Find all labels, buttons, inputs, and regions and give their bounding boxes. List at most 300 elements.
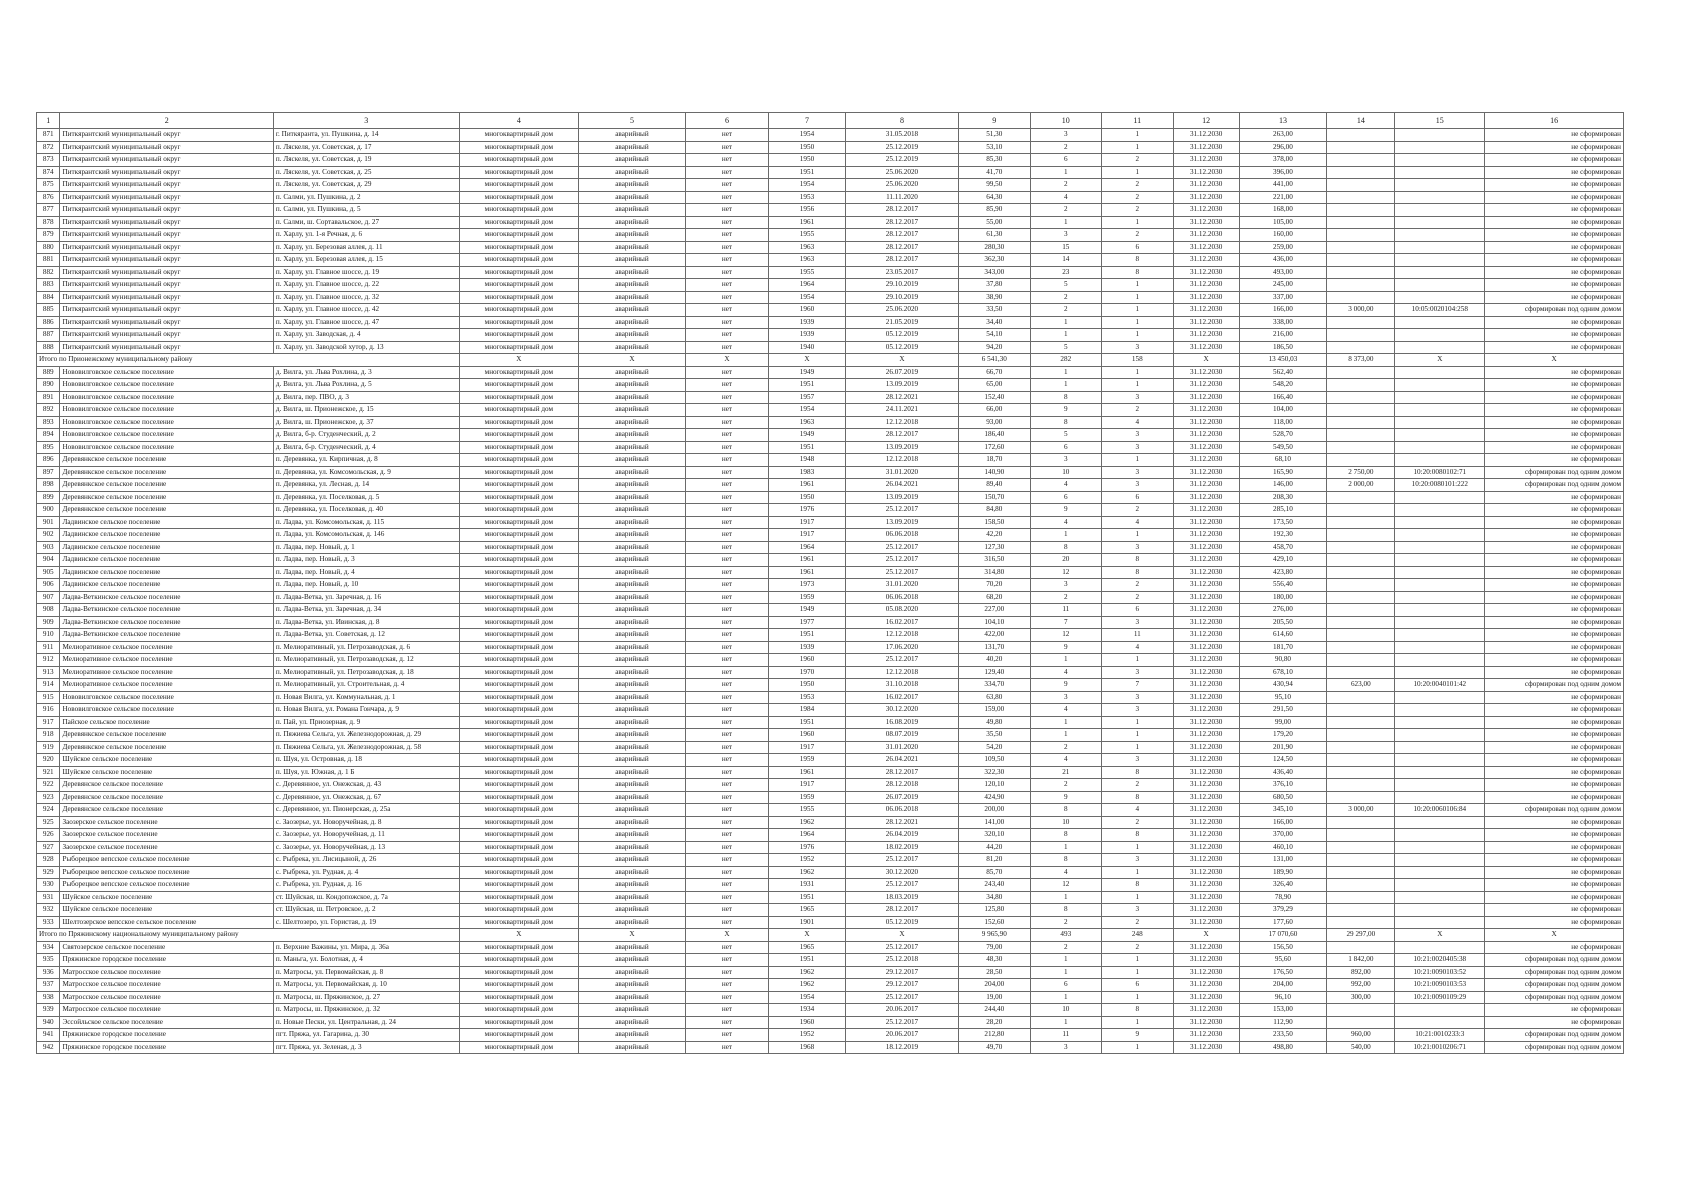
table-cell: 1962 <box>769 966 846 979</box>
table-cell <box>1395 941 1485 954</box>
table-cell <box>1395 879 1485 892</box>
table-cell: 11 <box>1102 629 1174 642</box>
table-cell: аварийный <box>579 779 686 792</box>
table-cell: 930 <box>37 879 60 892</box>
table-row <box>37 791 1624 804</box>
table-cell: Питкярантский муниципальный округ <box>60 304 273 317</box>
table-cell: нет <box>685 679 768 692</box>
table-cell: 873 <box>37 154 60 167</box>
table-cell: 919 <box>37 741 60 754</box>
table-cell: многоквартирный дом <box>459 529 579 542</box>
table-cell <box>1395 391 1485 404</box>
table-cell: 8 <box>1102 766 1174 779</box>
table-cell: 31.12.2030 <box>1173 266 1239 279</box>
column-header: 6 <box>685 113 768 129</box>
table-cell: нет <box>685 466 768 479</box>
table-cell: Шелтозерское вепсское сельское поселение <box>60 916 273 929</box>
table-cell: 8 <box>1102 266 1174 279</box>
table-cell: 31.12.2030 <box>1173 416 1239 429</box>
table-cell: 8 <box>1102 879 1174 892</box>
table-cell: 26.07.2019 <box>845 791 958 804</box>
table-row <box>37 454 1624 467</box>
table-cell: 1 <box>1030 841 1102 854</box>
table-cell: 4 <box>1030 754 1102 767</box>
table-cell: 891 <box>37 391 60 404</box>
table-cell: не сформирован <box>1485 291 1624 304</box>
table-cell: аварийный <box>579 366 686 379</box>
table-cell: 1964 <box>769 829 846 842</box>
table-cell: Ладвинское сельское поселение <box>60 516 273 529</box>
table-row <box>37 416 1624 429</box>
table-cell: 1917 <box>769 516 846 529</box>
table-cell: 1951 <box>769 166 846 179</box>
table-row <box>37 629 1624 642</box>
table-cell: п. Ляскеля, ул. Советская, д. 17 <box>273 141 459 154</box>
table-cell: 1950 <box>769 141 846 154</box>
column-header: 8 <box>845 113 958 129</box>
table-cell: нет <box>685 329 768 342</box>
table-cell: Деревянкское сельское поселение <box>60 491 273 504</box>
table-cell: не сформирован <box>1485 841 1624 854</box>
table-cell: 1 <box>1102 366 1174 379</box>
table-cell: 6 <box>1102 979 1174 992</box>
table-cell: 177,60 <box>1239 916 1327 929</box>
table-row <box>37 266 1624 279</box>
table-cell: не сформирован <box>1485 154 1624 167</box>
table-cell: 28.12.2021 <box>845 816 958 829</box>
table-cell <box>1395 829 1485 842</box>
table-cell <box>1395 641 1485 654</box>
table-cell: 34,40 <box>959 316 1031 329</box>
total-cell: X <box>685 929 768 942</box>
table-cell: аварийный <box>579 541 686 554</box>
table-cell: многоквартирный дом <box>459 266 579 279</box>
table-cell: сформирован под одним домом <box>1485 466 1624 479</box>
table-cell: 79,00 <box>959 941 1031 954</box>
table-cell: 1 <box>1102 216 1174 229</box>
table-cell: 1 <box>1030 366 1102 379</box>
table-row <box>37 854 1624 867</box>
table-cell: нет <box>685 254 768 267</box>
table-cell: не сформирован <box>1485 254 1624 267</box>
table-cell: Ладва-Веткинское сельское поселение <box>60 604 273 617</box>
table-cell: 30.12.2020 <box>845 704 958 717</box>
table-cell: нет <box>685 516 768 529</box>
table-cell: 2 <box>1030 304 1102 317</box>
table-cell: 1963 <box>769 254 846 267</box>
table-cell: 28.12.2017 <box>845 216 958 229</box>
table-cell: нет <box>685 729 768 742</box>
table-cell: 1 <box>1102 729 1174 742</box>
table-cell: 1 <box>1030 166 1102 179</box>
table-cell: Питкярантский муниципальный округ <box>60 216 273 229</box>
table-cell: 12 <box>1030 879 1102 892</box>
table-row <box>37 604 1624 617</box>
table-cell: многоквартирный дом <box>459 391 579 404</box>
table-cell: 25.12.2017 <box>845 941 958 954</box>
table-cell: 31.12.2030 <box>1173 441 1239 454</box>
table-cell: 31.12.2030 <box>1173 991 1239 1004</box>
table-cell: п. Новые Пески, ул. Центральная, д. 24 <box>273 1016 459 1029</box>
table-cell: 49,70 <box>959 1041 1031 1054</box>
table-cell: 1964 <box>769 541 846 554</box>
table-cell: 25.12.2017 <box>845 1016 958 1029</box>
table-cell: 926 <box>37 829 60 842</box>
table-row <box>37 191 1624 204</box>
table-cell: 8 <box>1102 791 1174 804</box>
table-cell: 3 <box>1030 691 1102 704</box>
table-cell: 06.06.2018 <box>845 804 958 817</box>
column-header: 10 <box>1030 113 1102 129</box>
table-cell <box>1395 379 1485 392</box>
table-cell: не сформирован <box>1485 129 1624 142</box>
table-cell: 93,00 <box>959 416 1031 429</box>
table-cell: Шуйское сельское поселение <box>60 754 273 767</box>
table-row <box>37 716 1624 729</box>
table-cell: 25.12.2017 <box>845 654 958 667</box>
table-cell: 1961 <box>769 554 846 567</box>
table-cell <box>1395 129 1485 142</box>
table-cell <box>1395 291 1485 304</box>
table-cell: 216,00 <box>1239 329 1327 342</box>
table-cell: 30.12.2020 <box>845 866 958 879</box>
table-cell: с. Заозерье, ул. Новоручейная, д. 13 <box>273 841 459 854</box>
table-cell: 885 <box>37 304 60 317</box>
table-cell: аварийный <box>579 479 686 492</box>
table-cell <box>1395 279 1485 292</box>
table-cell: 131,70 <box>959 641 1031 654</box>
table-cell: 31.12.2030 <box>1173 366 1239 379</box>
table-cell: 540,00 <box>1327 1041 1395 1054</box>
table-cell: Деревянкское сельское поселение <box>60 729 273 742</box>
table-cell: 31.12.2030 <box>1173 279 1239 292</box>
table-cell: 939 <box>37 1004 60 1017</box>
table-cell <box>1327 316 1395 329</box>
table-cell: нет <box>685 704 768 717</box>
table-cell: 28.12.2017 <box>845 904 958 917</box>
table-cell: не сформирован <box>1485 616 1624 629</box>
table-cell <box>1395 454 1485 467</box>
table-cell: 1968 <box>769 1041 846 1054</box>
table-cell: 3 <box>1030 454 1102 467</box>
table-cell <box>1327 254 1395 267</box>
table-cell: 31.01.2020 <box>845 579 958 592</box>
table-cell: 1954 <box>769 129 846 142</box>
table-cell: 31.12.2030 <box>1173 729 1239 742</box>
table-cell: многоквартирный дом <box>459 304 579 317</box>
table-cell: Питкярантский муниципальный округ <box>60 279 273 292</box>
table-cell: Питкярантский муниципальный округ <box>60 141 273 154</box>
table-cell: 186,40 <box>959 429 1031 442</box>
table-cell: 28.12.2018 <box>845 779 958 792</box>
table-cell: аварийный <box>579 429 686 442</box>
total-cell: 9 965,90 <box>959 929 1031 942</box>
table-cell: 2 <box>1102 504 1174 517</box>
table-cell: не сформирован <box>1485 366 1624 379</box>
table-cell: 25.06.2020 <box>845 304 958 317</box>
table-cell: 8 <box>1030 829 1102 842</box>
table-cell: с. Заозерье, ул. Новоручейная, д. 8 <box>273 816 459 829</box>
table-cell: 1 <box>1102 166 1174 179</box>
table-cell: нет <box>685 579 768 592</box>
table-cell: п. Харлу, ул. Главное шоссе, д. 47 <box>273 316 459 329</box>
table-cell: 48,30 <box>959 954 1031 967</box>
table-cell <box>1395 416 1485 429</box>
table-cell: нет <box>685 941 768 954</box>
table-cell: 8 <box>1102 554 1174 567</box>
table-cell: 31.01.2020 <box>845 741 958 754</box>
table-cell: 31.12.2030 <box>1173 316 1239 329</box>
table-row <box>37 704 1624 717</box>
table-cell: 914 <box>37 679 60 692</box>
table-cell: п. Ляскеля, ул. Советская, д. 29 <box>273 179 459 192</box>
table-cell <box>1327 391 1395 404</box>
table-cell: 3 <box>1102 441 1174 454</box>
table-cell: многоквартирный дом <box>459 429 579 442</box>
table-cell: 49,80 <box>959 716 1031 729</box>
table-cell: не сформирован <box>1485 179 1624 192</box>
table-cell: 109,50 <box>959 754 1031 767</box>
table-cell: 208,30 <box>1239 491 1327 504</box>
table-cell: 5 <box>1030 341 1102 354</box>
table-cell: 1 <box>1102 291 1174 304</box>
table-cell <box>1327 204 1395 217</box>
table-cell <box>1395 329 1485 342</box>
table-cell: 549,50 <box>1239 441 1327 454</box>
table-cell: 678,10 <box>1239 666 1327 679</box>
table-cell <box>1327 529 1395 542</box>
table-cell <box>1395 854 1485 867</box>
table-row <box>37 129 1624 142</box>
table-cell: нет <box>685 879 768 892</box>
table-cell: 1 <box>1102 1041 1174 1054</box>
table-cell: многоквартирный дом <box>459 891 579 904</box>
table-cell: многоквартирный дом <box>459 854 579 867</box>
table-cell <box>1327 829 1395 842</box>
table-cell: не сформирован <box>1485 566 1624 579</box>
table-cell: 31.12.2030 <box>1173 491 1239 504</box>
table-cell: 243,40 <box>959 879 1031 892</box>
table-cell: 31.10.2018 <box>845 679 958 692</box>
table-cell: 1917 <box>769 529 846 542</box>
column-header: 5 <box>579 113 686 129</box>
table-cell: нет <box>685 591 768 604</box>
table-cell: 25.12.2017 <box>845 854 958 867</box>
table-row <box>37 541 1624 554</box>
register-sheet <box>36 112 1624 1054</box>
table-cell: 928 <box>37 854 60 867</box>
table-cell: п. Матросы, ул. Первомайская, д. 8 <box>273 966 459 979</box>
table-cell: 63,80 <box>959 691 1031 704</box>
table-cell: 31.12.2030 <box>1173 754 1239 767</box>
table-cell: не сформирован <box>1485 454 1624 467</box>
table-cell: нет <box>685 641 768 654</box>
table-cell: нет <box>685 854 768 867</box>
table-cell: 6 <box>1102 491 1174 504</box>
table-cell: д. Вилга, ш. Прионежское, д. 15 <box>273 404 459 417</box>
table-cell: 41,70 <box>959 166 1031 179</box>
table-cell: 1949 <box>769 366 846 379</box>
table-cell: п. Харлу, ул. Березовая аллея, д. 11 <box>273 241 459 254</box>
table-cell: нет <box>685 916 768 929</box>
table-cell <box>1395 604 1485 617</box>
table-cell: Питкярантский муниципальный округ <box>60 229 273 242</box>
table-row <box>37 641 1624 654</box>
table-cell: 186,50 <box>1239 341 1327 354</box>
table-cell: многоквартирный дом <box>459 679 579 692</box>
table-cell: многоквартирный дом <box>459 616 579 629</box>
table-cell: 35,50 <box>959 729 1031 742</box>
table-row <box>37 666 1624 679</box>
table-cell: многоквартирный дом <box>459 316 579 329</box>
table-cell: аварийный <box>579 604 686 617</box>
table-cell: 165,90 <box>1239 466 1327 479</box>
table-cell <box>1327 216 1395 229</box>
table-cell: Питкярантский муниципальный округ <box>60 241 273 254</box>
table-cell: 2 <box>1102 179 1174 192</box>
table-cell: нет <box>685 441 768 454</box>
table-cell: 28.12.2017 <box>845 241 958 254</box>
table-cell: 4 <box>1102 804 1174 817</box>
table-cell: 221,00 <box>1239 191 1327 204</box>
table-cell: Нововилговское сельское поселение <box>60 404 273 417</box>
table-cell: аварийный <box>579 466 686 479</box>
table-cell: многоквартирный дом <box>459 604 579 617</box>
table-cell: 871 <box>37 129 60 142</box>
table-cell <box>1327 604 1395 617</box>
table-cell: 334,70 <box>959 679 1031 692</box>
table-cell: п. Ладва, ул. Комсомольская, д. 115 <box>273 516 459 529</box>
table-cell: 15 <box>1030 241 1102 254</box>
table-cell: д. Вилга, б-р. Студенческий, д. 4 <box>273 441 459 454</box>
table-cell: аварийный <box>579 441 686 454</box>
table-cell <box>1395 429 1485 442</box>
table-cell: ст. Шуйская, ш. Петровское, д. 2 <box>273 904 459 917</box>
total-cell: X <box>579 354 686 367</box>
table-cell: 06.06.2018 <box>845 529 958 542</box>
table-cell <box>1395 904 1485 917</box>
table-cell: 3 <box>1102 429 1174 442</box>
table-cell: многоквартирный дом <box>459 1016 579 1029</box>
table-cell: нет <box>685 291 768 304</box>
table-cell: 12.12.2018 <box>845 454 958 467</box>
table-cell: 31.12.2030 <box>1173 629 1239 642</box>
table-cell: 908 <box>37 604 60 617</box>
table-cell: 244,40 <box>959 1004 1031 1017</box>
table-cell: 166,00 <box>1239 816 1327 829</box>
table-cell: 3 <box>1030 579 1102 592</box>
table-cell: аварийный <box>579 529 686 542</box>
table-cell: п. Харлу, ул. Главное шоссе, д. 22 <box>273 279 459 292</box>
table-cell: многоквартирный дом <box>459 954 579 967</box>
table-cell: нет <box>685 566 768 579</box>
table-cell <box>1327 429 1395 442</box>
table-cell: 8 <box>1030 904 1102 917</box>
table-cell: нет <box>685 816 768 829</box>
table-cell <box>1327 379 1395 392</box>
table-cell: 12 <box>1030 629 1102 642</box>
table-cell <box>1327 591 1395 604</box>
table-cell: 131,00 <box>1239 854 1327 867</box>
table-cell: 125,80 <box>959 904 1031 917</box>
table-cell: 31.12.2030 <box>1173 841 1239 854</box>
table-cell <box>1395 816 1485 829</box>
table-cell: 31.12.2030 <box>1173 554 1239 567</box>
table-cell: 31.12.2030 <box>1173 654 1239 667</box>
table-cell: 887 <box>37 329 60 342</box>
table-cell: Деревянкское сельское поселение <box>60 504 273 517</box>
table-cell: п. Харлу, ул. Главное шоссе, д. 32 <box>273 291 459 304</box>
table-cell: 1 <box>1030 966 1102 979</box>
header-row <box>37 113 1624 129</box>
table-cell <box>1327 366 1395 379</box>
table-cell: 1 <box>1030 1016 1102 1029</box>
total-cell: X <box>845 929 958 942</box>
table-cell: 924 <box>37 804 60 817</box>
table-cell: 25.12.2019 <box>845 141 958 154</box>
table-cell: не сформирован <box>1485 629 1624 642</box>
table-row <box>37 991 1624 1004</box>
table-cell: 322,30 <box>959 766 1031 779</box>
table-cell: 904 <box>37 554 60 567</box>
table-cell: Матросское сельское поселение <box>60 1004 273 1017</box>
table-cell: 4 <box>1030 191 1102 204</box>
table-cell: 129,40 <box>959 666 1031 679</box>
table-cell: многоквартирный дом <box>459 216 579 229</box>
table-cell: 884 <box>37 291 60 304</box>
table-cell <box>1395 916 1485 929</box>
table-cell: аварийный <box>579 266 686 279</box>
table-cell: 31.12.2030 <box>1173 804 1239 817</box>
table-cell: 37,80 <box>959 279 1031 292</box>
table-cell: 1 <box>1102 279 1174 292</box>
table-cell: 25.12.2017 <box>845 504 958 517</box>
table-cell: не сформирован <box>1485 729 1624 742</box>
table-cell <box>1395 654 1485 667</box>
table-cell: 2 <box>1030 591 1102 604</box>
table-cell: 1954 <box>769 404 846 417</box>
table-cell: 4 <box>1102 416 1174 429</box>
table-cell: 160,00 <box>1239 229 1327 242</box>
table-cell: 31.12.2030 <box>1173 866 1239 879</box>
table-cell: 10:05:0020104:258 <box>1395 304 1485 317</box>
table-cell: не сформирован <box>1485 1016 1624 1029</box>
table-cell: аварийный <box>579 641 686 654</box>
table-cell: аварийный <box>579 991 686 1004</box>
table-cell: 10 <box>1030 816 1102 829</box>
table-cell: 1 <box>1030 316 1102 329</box>
table-cell: 28,20 <box>959 1016 1031 1029</box>
table-cell: 8 <box>1030 391 1102 404</box>
table-cell: аварийный <box>579 829 686 842</box>
table-cell: не сформирован <box>1485 391 1624 404</box>
table-cell: многоквартирный дом <box>459 141 579 154</box>
table-row <box>37 616 1624 629</box>
table-cell: 168,00 <box>1239 204 1327 217</box>
table-cell: 2 <box>1102 941 1174 954</box>
table-cell: 1962 <box>769 979 846 992</box>
table-cell <box>1327 504 1395 517</box>
table-cell: 933 <box>37 916 60 929</box>
table-cell: 1 <box>1102 991 1174 1004</box>
table-cell: п. Мелиоративный, ул. Петрозаводская, д. 6 <box>273 641 459 654</box>
table-cell: многоквартирный дом <box>459 729 579 742</box>
table-cell: Пряжинское городское поселение <box>60 954 273 967</box>
table-cell: 898 <box>37 479 60 492</box>
table-cell <box>1327 666 1395 679</box>
table-cell: 1959 <box>769 791 846 804</box>
table-cell: 1940 <box>769 341 846 354</box>
